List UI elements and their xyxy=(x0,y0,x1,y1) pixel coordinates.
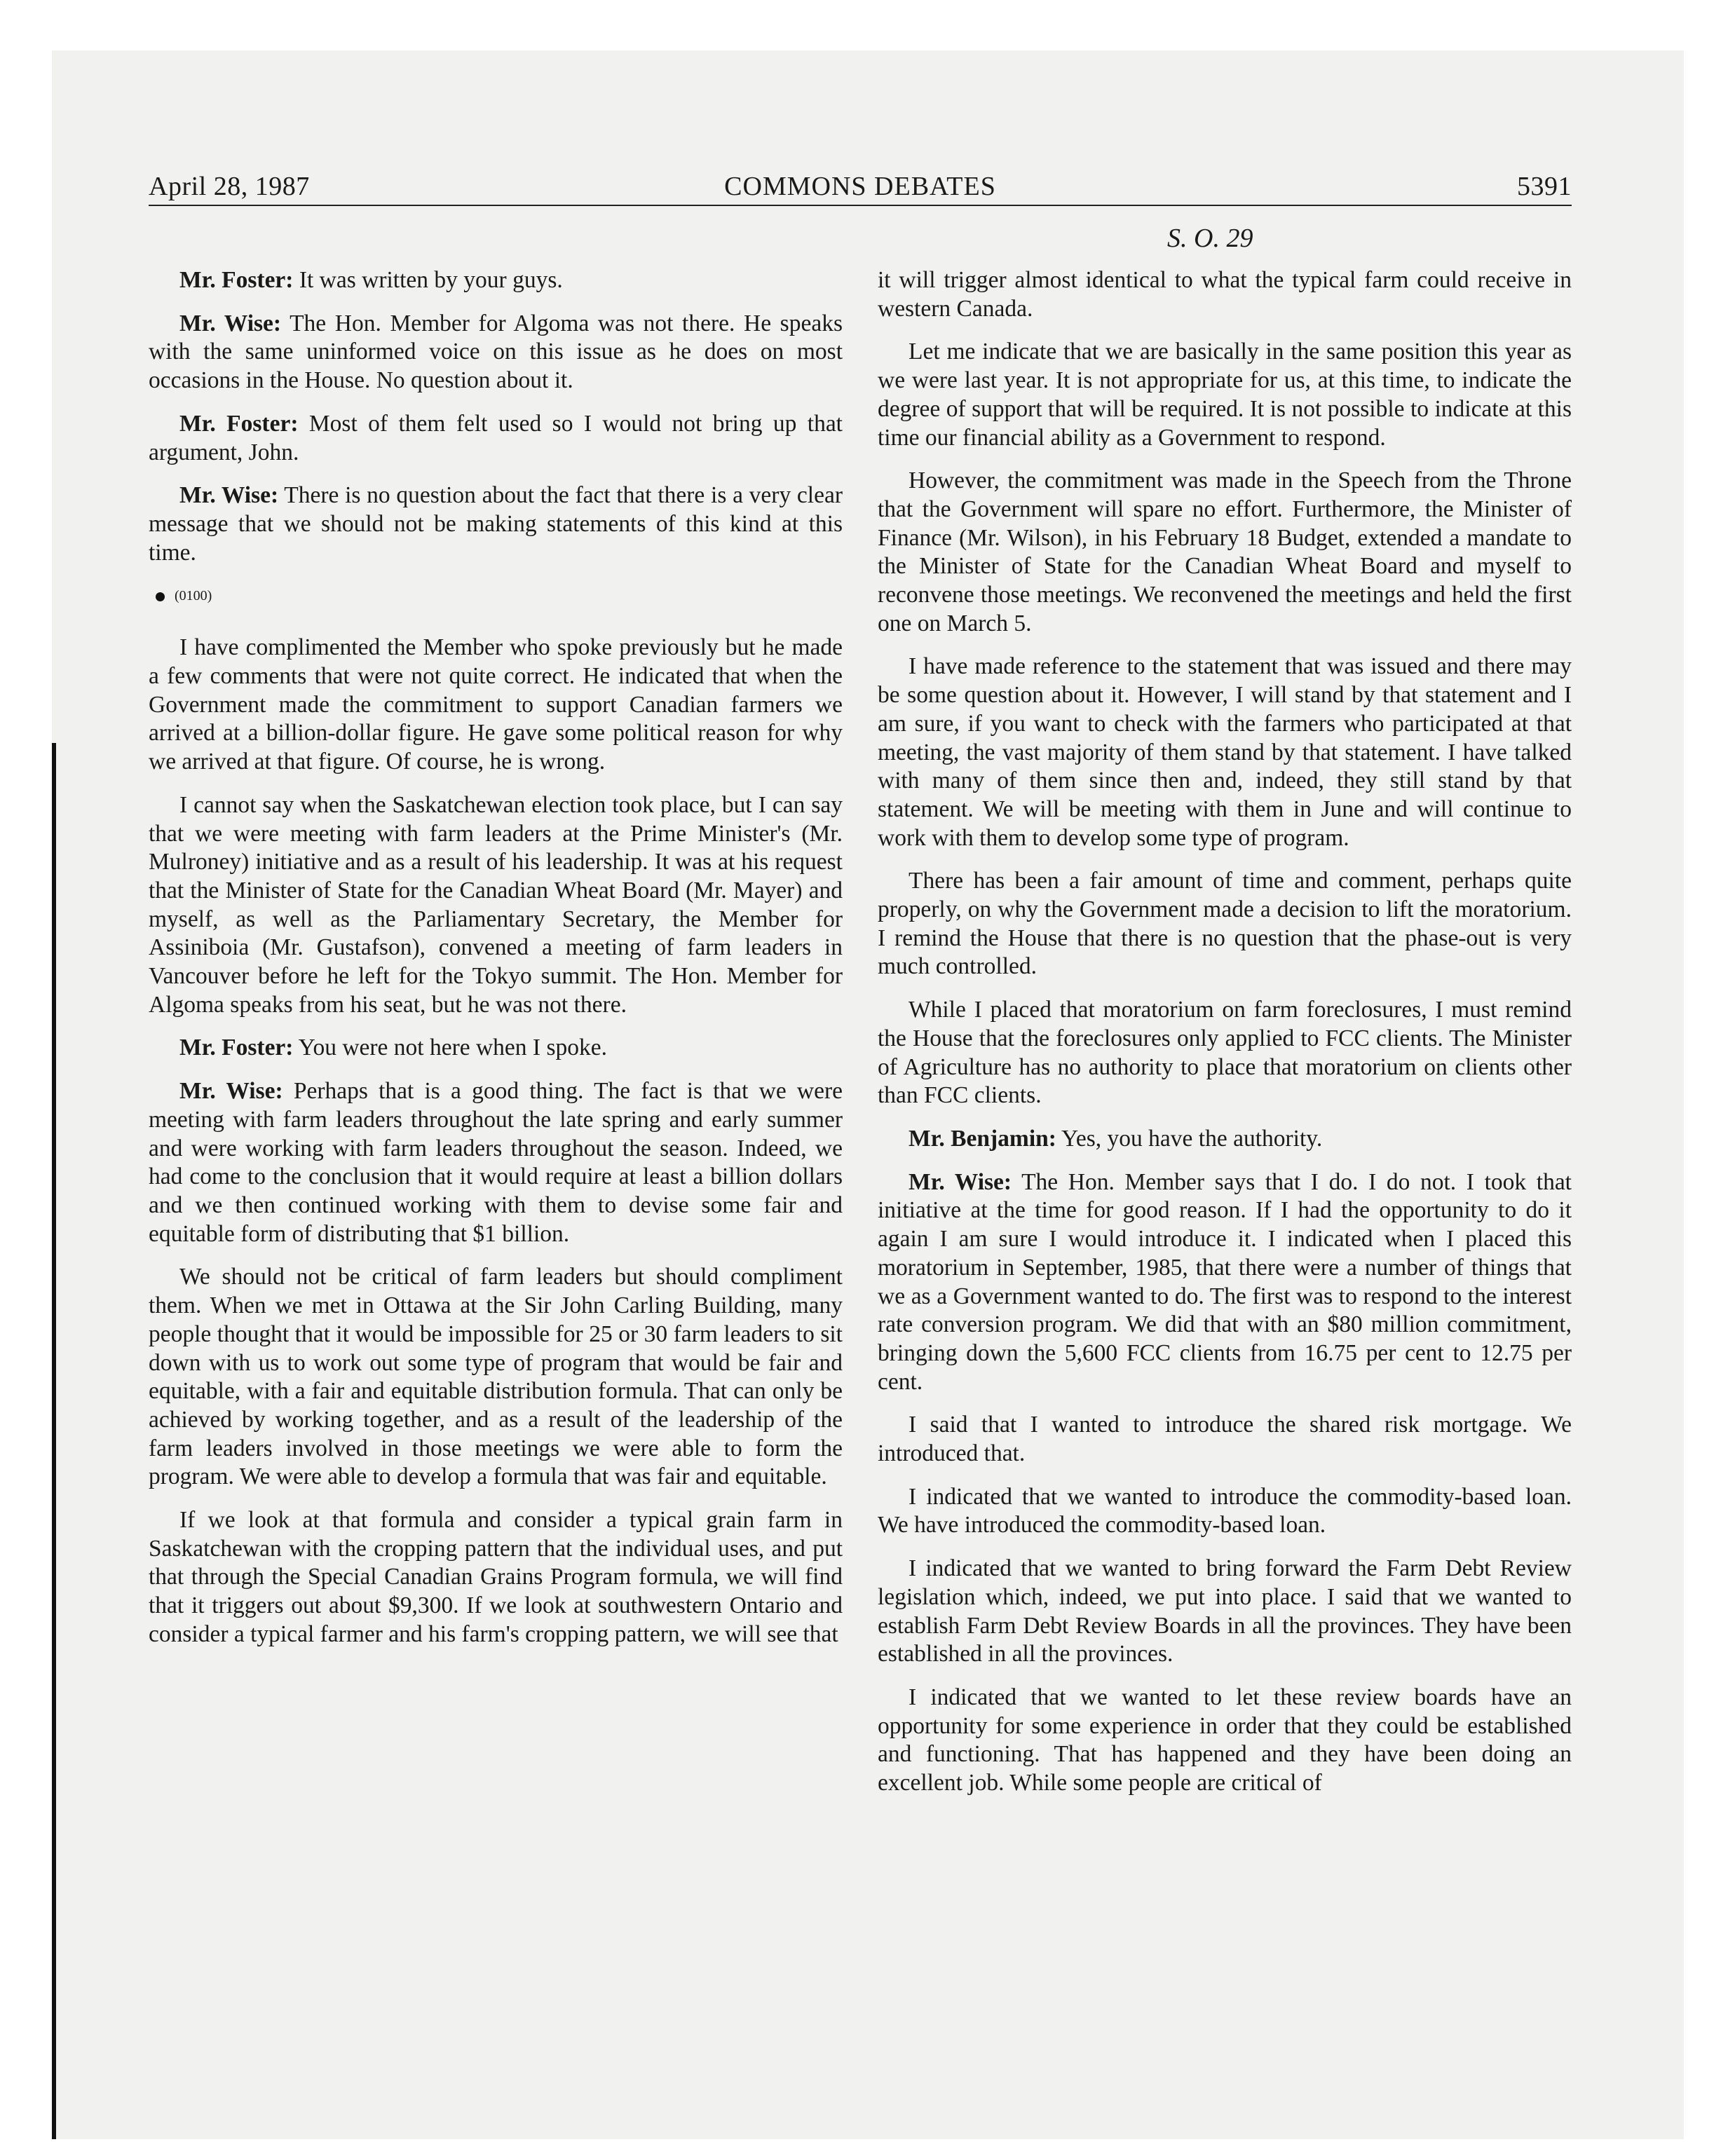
speaker-name: Mr. Foster: xyxy=(179,410,299,437)
speech-text: You were not here when I spoke. xyxy=(293,1035,607,1061)
paragraph: it will trigger almost identical to what the typical farm could receive in western Canada. xyxy=(878,267,1572,322)
speech-text: Perhaps that is a good thing. The fact is that we were meeting with farm leaders throughout the late spring and early summer and were working with farm leaders throughout the season. Indeed, we had come to the conclusion that it would require at least a billion dollars and we then continued working with them to devise some fair and equitable form of distributing that $1 billion. xyxy=(149,1078,843,1247)
section-tag: S. O. 29 xyxy=(1167,224,1253,253)
paragraph: I said that I wanted to introduce the shared risk mortgage. We introduced that. xyxy=(878,1412,1572,1467)
paragraph xyxy=(149,482,843,567)
speech-text: The Hon. Member says that I do. I do not. I took that initiative at the time for good reason. If I had the opportunity to do it again I am sure I would introduce it. I indicated when I placed this moratorium in September, 1985, that there were a number of things that we as a Government wanted to do. The first was to respond to the interest rate conversion program. We did that with an $80 million commitment, bringing down the 5,600 FCC clients from 16.75 per cent to 12.75 per cent. xyxy=(878,1168,1572,1395)
speaker-name: Mr. Benjamin: xyxy=(909,1125,1056,1152)
right-column xyxy=(878,266,1572,1813)
paragraph: However, the commitment was made in the Speech from the Throne that the Government will spare no effort. Furthermore, the Minister of Finance (Mr. Wilson), in his February 18 Budget, extended a mandate to the Minister of State for the Canadian Wheat Board and myself to reconvene those meetings. We reconvened the meetings and held the first one on March 5. xyxy=(878,468,1572,636)
time-marker-text: (0100) xyxy=(175,588,212,604)
paragraph xyxy=(878,1125,1572,1154)
time-marker xyxy=(149,582,843,610)
paragraph: While I placed that moratorium on farm foreclosures, I must remind the House that the foreclosures only applied to FCC clients. The Minister of Agriculture has no authority to place that moratorium on clients other than FCC clients. xyxy=(878,997,1572,1109)
paragraph xyxy=(149,410,843,467)
speaker-name: Mr. Wise: xyxy=(179,310,282,336)
header-title: COMMONS DEBATES xyxy=(724,172,996,201)
running-header xyxy=(149,168,1572,207)
page-binding-edge xyxy=(52,743,56,2139)
header-date: April 28, 1987 xyxy=(149,172,310,201)
paragraph: I indicated that we wanted to bring forward the Farm Debt Review legislation which, indeed, we put into place. I said that we wanted to establish Farm Debt Review Boards in all the provinces. They have been established in all the provinces. xyxy=(878,1555,1572,1667)
paragraph: I have made reference to the statement that was issued and there may be some question about it. However, I will stand by that statement and I am sure, if you want to check with the farmers who participated at that meeting, the vast majority of them stand by that statement. I have talked with many of them since then and, indeed, they still stand by that statement. We will be meeting with them in June and will continue to work with them to develop some type of program. xyxy=(878,653,1572,851)
paragraph: Let me indicate that we are basically in the same position this year as we were last year. It is not appropriate for us, at this time, to indicate the degree of support that will be required. It is not possible to indicate at this time our financial ability as a Government to respond. xyxy=(878,339,1572,451)
paragraph: I have complimented the Member who spoke previously but he made a few comments that were not quite correct. He indicated that when the Government made the commitment to support Canadian farmers we arrived at a billion-dollar figure. He gave some political reason for why we arrived at that figure. Of course, he is wrong. xyxy=(149,634,843,775)
paragraph: I cannot say when the Saskatchewan election took place, but I can say that we were meeting with farm leaders at the Prime Minister's (Mr. Mulroney) initiative and as a result of his leadership. It was at his request that the Minister of State for the Canadian Wheat Board (Mr. Mayer) and myself, as well as the Parliamentary Secretary, the Member for Assiniboia (Mr. Gustafson), convened a meeting of farm leaders in Vancouver before he left for the Tokyo summit. The Hon. Member for Algoma speaks from his seat, but he was not there. xyxy=(149,791,843,1018)
paragraph xyxy=(149,310,843,395)
paragraph: We should not be critical of farm leaders but should compliment them. When we met in Ottawa at the Sir John Carling Building, many people thought that it would be impossible for 25 or 30 farm leaders to sit down with us to work out some type of program that would be fair and equitable, with a fair and equitable distribution formula. That can only be achieved by working together, and as a result of the leadership of the farm leaders involved in those meetings we were able to form the program. We were able to develop a formula that was fair and equitable. xyxy=(149,1264,843,1490)
bullet-icon xyxy=(156,592,165,601)
page-number: 5391 xyxy=(1517,172,1572,201)
speaker-name: Mr. Wise: xyxy=(179,1078,283,1105)
paragraph: If we look at that formula and consider a typical grain farm in Saskatchewan with the cropping pattern that the individual uses, and put that through the Special Canadian Grains Program formula, we will find that it triggers out about $9,300. If we look at southwestern Ontario and consider a typical farmer and his farm's cropping pattern, we will see that xyxy=(149,1507,843,1647)
left-column xyxy=(149,266,843,1664)
paragraph xyxy=(878,1168,1572,1397)
paragraph xyxy=(149,1077,843,1248)
speaker-name: Mr. Wise: xyxy=(909,1168,1012,1195)
speaker-name: Mr. Wise: xyxy=(179,482,279,509)
paragraph: There has been a fair amount of time and comment, perhaps quite properly, on why the Government made a decision to lift the moratorium. I remind the House that there is no question that the phase-out is very much controlled. xyxy=(878,868,1572,980)
speech-text: Yes, you have the authority. xyxy=(1056,1125,1323,1152)
speaker-name: Mr. Foster: xyxy=(179,1035,294,1061)
paragraph: I indicated that we wanted to introduce the commodity-based loan. We have introduced the commodity-based loan. xyxy=(878,1483,1572,1538)
speech-text: Most of them felt used so I would not bring up that argument, John. xyxy=(149,410,843,465)
paragraph: I indicated that we wanted to let these review boards have an opportunity for some experience in order that they could be established and functioning. That has happened and they have been doing an excellent job. While some people are critical of xyxy=(878,1684,1572,1796)
speech-text: The Hon. Member for Algoma was not there. He speaks with the same uninformed voice on this issue as he does on most occasions in the House. No question about it. xyxy=(149,310,843,394)
speech-text: There is no question about the fact that there is a very clear message that we should not be making statements of this kind at this time. xyxy=(149,482,843,566)
paragraph xyxy=(149,266,843,295)
speaker-name: Mr. Foster: xyxy=(179,267,294,293)
paragraph xyxy=(149,1034,843,1063)
speech-text: It was written by your guys. xyxy=(293,267,563,293)
header-rule xyxy=(149,205,1572,206)
